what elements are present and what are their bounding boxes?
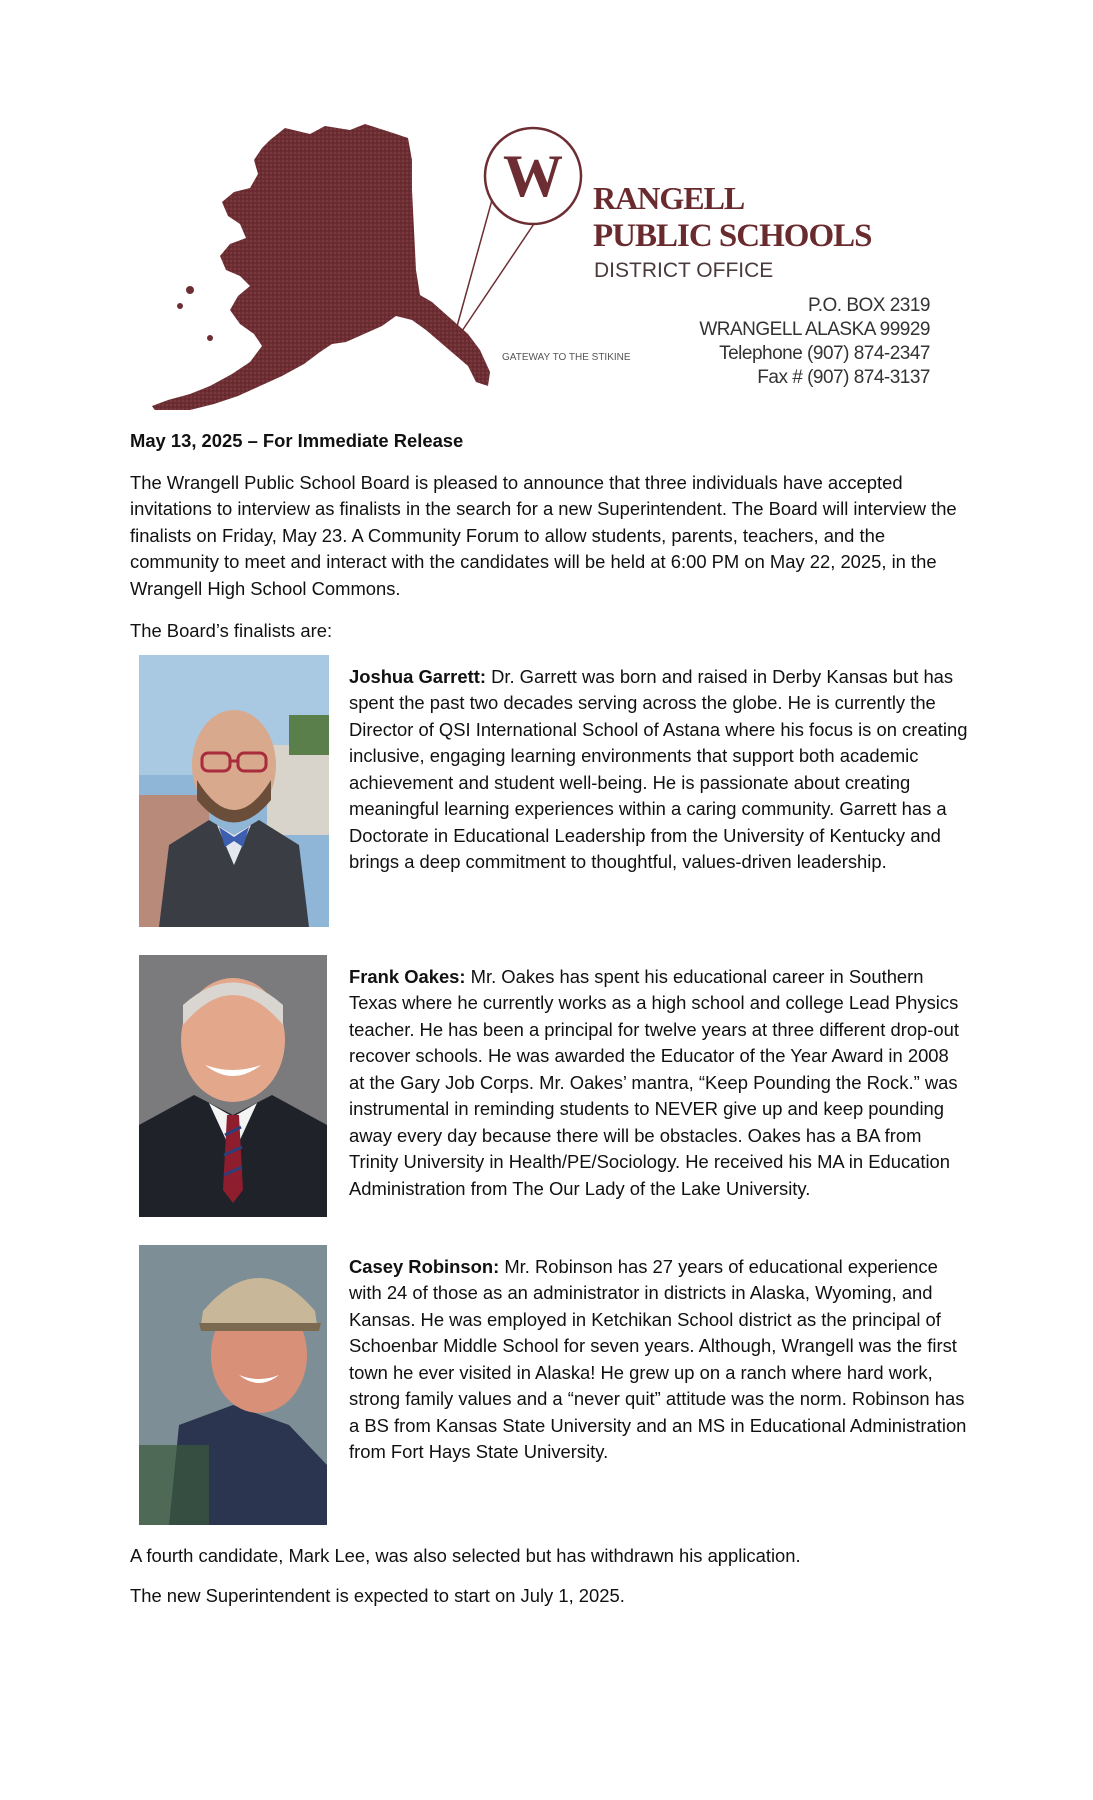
withdrawal-note: A fourth candidate, Mark Lee, was also selected but has withdrawn his application. <box>130 1544 801 1566</box>
city-state-zip: WRANGELL ALASKA 99929 <box>699 319 930 340</box>
finalist-bio <box>349 1254 969 1466</box>
island-dot <box>207 335 213 341</box>
dateline: May 13, 2025 – For Immediate Release <box>130 430 464 451</box>
logo-letter: W <box>503 143 563 209</box>
finalist-bio-text: Mr. Oakes has spent his educational career in Southern Texas where he currently works as a high school and college Lead Physics teacher. He has been a principal for twelve years at three different drop-out recover schools. He was awarded the Educator of the Year Award in 2008 at the Gary Job Corps. Mr. Oakes’ mantra, “Keep Pounding the Rock.” was instrumental in reminding students to NEVER give up and keep pounding away every day because there will be obstacles. Oakes has a BA from Trinity University in Health/PE/Sociology. He received his MA in Education Administration from The Our Lady of the Lake University. <box>349 965 959 1199</box>
island-dot <box>186 286 194 294</box>
telephone: Telephone (907) 874-2347 <box>719 343 930 364</box>
finalist-bio <box>349 964 969 1203</box>
alaska-silhouette <box>152 124 490 410</box>
finalist-frank-oakes <box>130 955 970 1245</box>
fax: Fax # (907) 874-3137 <box>757 367 930 388</box>
finalist-joshua-garrett <box>130 655 970 955</box>
district-name-line2: PUBLIC SCHOOLS <box>593 218 872 254</box>
island-dot <box>177 303 183 309</box>
portrait-photo <box>139 655 329 927</box>
announcement-paragraph: The Wrangell Public School Board is pleased to announce that three individuals have accepted invitations to interview as finalists in the search for a new Superintendent. The Board will interview the finalists on Friday, May 23. A Community Forum to allow students, parents, teachers, and the community to meet and interact with the candidates will be held at 6:00 PM on May 22, 2025, in the Wrangell High School Commons. <box>130 471 957 599</box>
finalist-name: Casey Robinson: <box>349 1255 500 1277</box>
finalists-intro: The Board’s finalists are: <box>130 620 333 641</box>
press-release <box>130 428 970 1610</box>
start-date-note: The new Superintendent is expected to start on July 1, 2025. <box>130 1585 625 1606</box>
finalist-casey-robinson <box>130 1245 970 1535</box>
district-name-line1: RANGELL <box>593 180 745 216</box>
finalist-name: Frank Oakes: <box>349 965 466 987</box>
portrait-photo <box>139 1245 327 1525</box>
finalist-bio <box>349 664 969 876</box>
district-address <box>699 294 930 390</box>
po-box: P.O. BOX 2319 <box>807 295 930 316</box>
district-office-label: DISTRICT OFFICE <box>594 259 774 282</box>
letterhead <box>150 120 930 410</box>
finalist-name: Joshua Garrett: <box>349 665 486 687</box>
finalist-bio-text: Dr. Garrett was born and raised in Derby Kansas but has spent the past two decades serving across the globe. He is currently the Director of QSI International School of Astana where his focus is on creating inclusive, engaging learning environments that support both academic achievement and student well-being. He is passionate about creating meaningful learning experiences within a caring community. Garrett has a Doctorate in Educational Leadership from the University of Kentucky and brings a deep commitment to thoughtful, values-driven leadership. <box>349 665 968 872</box>
pointer-line <box>456 200 492 330</box>
portrait-photo <box>139 955 327 1217</box>
tagline: GATEWAY TO THE STIKINE <box>502 352 631 363</box>
finalist-bio-text: Mr. Robinson has 27 years of educational experience with 24 of those as an administrator in districts in Alaska, Wyoming, and Kansas. He was employed in Ketchikan School district as the principal of Schoenbar Middle School for seven years. Although, Wrangell was the first town he ever visited in Alaska! He grew up on a ranch where hard work, strong family values and a “never quit” attitude was the norm. Robinson has a BS from Kansas State University and an MS in Educational Administration from Fort Hays State University. <box>349 1255 967 1462</box>
